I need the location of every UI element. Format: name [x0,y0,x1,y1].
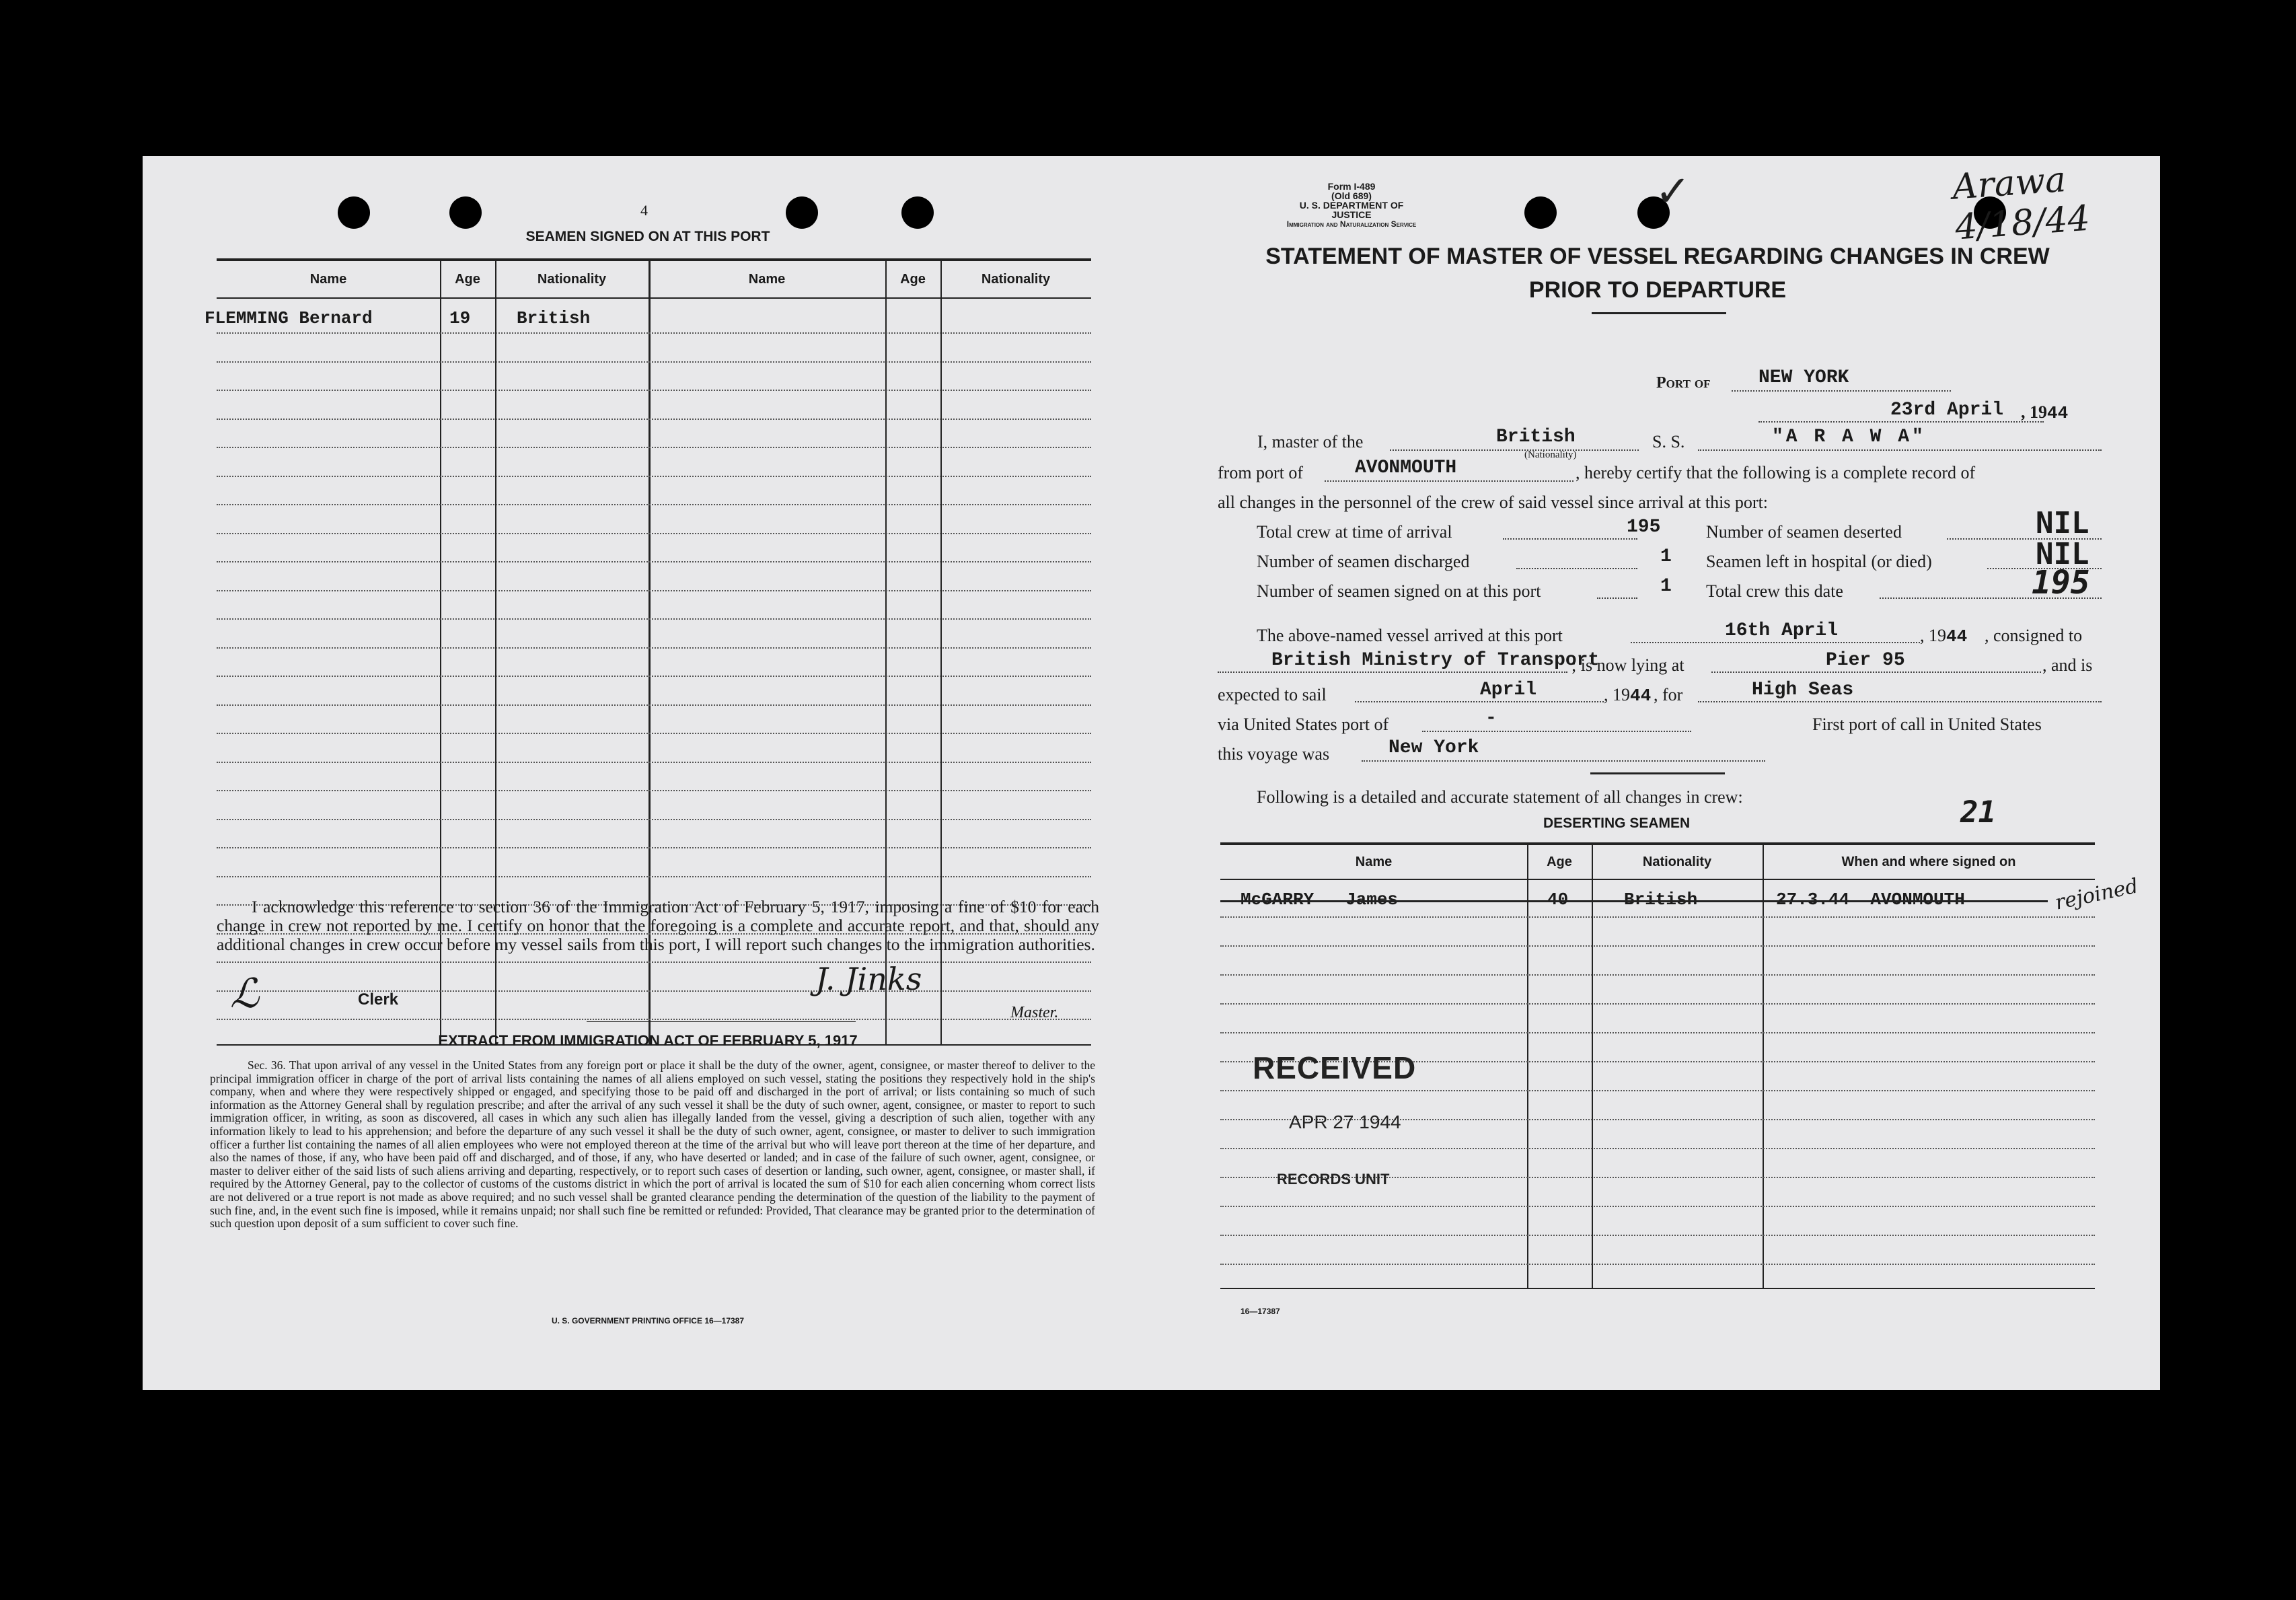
row-rule [217,990,1091,992]
date-value: 23rd April [1890,400,2004,421]
row-rule [217,332,1091,334]
deserting-title: DESERTING SEAMEN [1543,815,1691,831]
row-rule [217,533,1091,534]
des-col-name-header: Name [1355,854,1393,869]
row-rule [1220,916,2095,918]
deserter-nationality: British [1624,889,1698,910]
extract-title: EXTRACT FROM IMMIGRATION ACT OF FEBRUARY 5, 1917 [438,1032,858,1049]
port-label: Port of [1656,374,1711,392]
arrived-year: 44 [1946,626,1968,647]
ship-name: "A R A W A" [1772,427,1926,447]
printer-line: U. S. GOVERNMENT PRINTING OFFICE 16—17387 [551,1316,745,1325]
ss-label: S. S. [1652,432,1685,451]
row-rule [217,733,1091,734]
punch-hole [901,196,934,229]
entry-age: 19 [449,308,471,328]
form-old: (Old 689) [1331,190,1372,201]
corner-note: Arawa 4/18/44 [1951,159,2091,248]
row-rule [217,876,1091,877]
port-value: NEW YORK [1758,367,1849,388]
year-prefix: , 19 [2021,402,2047,422]
row-rule [217,504,1091,505]
col-nationality-header: Nationality [537,272,607,287]
discharged-label: Number of seamen discharged [1257,552,1470,571]
table-top-rule [217,258,1091,261]
table-header-rule [217,297,1091,299]
form-number: Form I-489 [1327,181,1376,192]
des-col-signed-header: When and where signed on [1841,854,2016,869]
total-today-value: 195 [2032,564,2090,602]
sail-year: 44 [1630,686,1652,706]
row-rule [1220,1206,2095,1207]
row-rule [217,447,1091,448]
deserted-label: Number of seamen deserted [1706,522,1902,542]
sail-label: expected to sail [1218,685,1327,704]
clerk-signature: ℒ [230,970,260,1017]
deserter-signed-on: 27.3.44 AVONMOUTH [1776,889,1965,910]
col-name-header-2: Name [748,272,786,287]
row-rule [217,561,1091,562]
row-rule [217,1019,1091,1020]
row-rule [1220,1090,2095,1091]
left-page [143,156,1153,1390]
row-rule [217,390,1091,391]
row-rule [1220,1235,2095,1236]
deserter-note: rejoined [2052,874,2141,915]
from-port-label: from port of [1218,463,1304,482]
destination: High Seas [1752,680,1854,700]
department: U. S. DEPARTMENT OF JUSTICE [1299,200,1404,220]
service: Immigration and Naturalization Service [1286,219,1417,229]
right-page: Form I-489 (Old 689) U. S. DEPARTMENT OF JUSTICE Immigration and Naturalization Service ✓ Arawa 4/18/44 STATEMENT OF MASTER OF VESSEL REGARDING CHANGES IN CREW PRIOR TO DEPARTURE Port of NEW YORK 23rd April , 1944 I, master of the British (Nationality) S. S. "A R A W A" from port of AVONMOUTH , hereby certify that the following is a complete record of all changes in the personnel of the crew of said vessel since arrival at this port: Total crew at time of arrival 195 Number of seamen discharged 1 Number of seamen signed on at this port 1 Number of seamen deserted NIL Seamen left in hospital (or died) NIL Total crew this date 195 The above-named vessel arrived at this port 16th April , 1944 , consigned to British Ministry of Transport ; is now lying at Pier 95 , and is expected to sail April , 1944 , for High Seas via United States port of - First port of call in United States this voyage was New York Following is a detailed and accurate statement of all changes in crew: 21 DESERTING SEAMEN Name Age Nationality When and where signed on McGARRY James 40 British 27.3.44 AVONMOUTH rejoined RECEIVED APR 27 1944 RECORDS UNIT 16—17387 [1153,156,2160,1390]
col-nationality-header-2: Nationality [981,272,1051,287]
master-label: Master. [1010,1004,1059,1021]
discharged-value: 1 [1660,546,1672,567]
acknowledgement-text: I acknowledge this reference to section 36 of the Immigration Act of February 5, 1917, imposing a fine of $10 for each change in crew not reported by me. I certify on honor that the foregoing is a complete and accurate report, and that, should any additional changes in crew occur before my vessel sails from this port, I will report such changes to the immigration authorities. [217,897,1099,954]
first-call-label: First port of call in United States [1812,715,2042,734]
hospital-value: NIL [2036,537,2089,571]
consigned-label: , consigned to [1985,626,2083,645]
row-rule [1220,1264,2095,1265]
des-col-nationality-header: Nationality [1642,854,1712,869]
total-crew-arrival-label: Total crew at time of arrival [1257,522,1452,542]
sail-date: April [1480,680,1537,700]
lying-at: Pier 95 [1826,650,1905,671]
section-title: SEAMEN SIGNED ON AT THIS PORT [525,229,770,244]
arrived-label: The above-named vessel arrived at this port [1257,626,1563,645]
punch-hole [1524,196,1557,229]
received-stamp-date: APR 27 1944 [1289,1112,1401,1132]
via-value: - [1485,708,1497,729]
signed-on-label: Number of seamen signed on at this port [1257,581,1541,601]
row-rule [217,676,1091,677]
punch-hole [786,196,818,229]
row-rule [1220,1032,2095,1033]
row-rule [1220,945,2095,947]
row-rule [217,762,1091,763]
lying-label: ; is now lying at [1571,655,1684,675]
clerk-label: Clerk [358,990,399,1009]
row-rule [217,790,1091,791]
consignee: British Ministry of Transport [1271,650,1600,671]
des-col-age-header: Age [1547,854,1572,869]
certify-text-2: all changes in the personnel of the crew of said vessel since arrival at this port: [1218,493,1769,512]
arrived-date: 16th April [1725,620,1839,641]
nationality-label: (Nationality) [1524,449,1577,460]
row-rule [217,847,1091,848]
received-stamp: RECEIVED [1253,1050,1417,1085]
via-label: via United States port of [1218,715,1389,734]
row-rule [217,419,1091,420]
form-title-line1: STATEMENT OF MASTER OF VESSEL REGARDING CHANGES IN CREW [1265,244,2050,269]
row-rule [217,476,1091,477]
total-crew-arrival: 195 [1627,517,1661,538]
row-rule [1220,974,2095,976]
col-age-header-2: Age [900,272,926,287]
certify-text: , hereby certify that the following is a complete record of [1576,463,1976,482]
hospital-label: Seamen left in hospital (or died) [1706,552,1932,571]
total-today-label: Total crew this date [1706,581,1843,601]
row-rule [1220,1148,2095,1149]
nationality-value: British [1496,427,1576,447]
form-title-line2: PRIOR TO DEPARTURE [1528,277,1787,303]
col-name-header: Name [309,272,347,287]
following-text: Following is a detailed and accurate statement of all changes in crew: [1257,787,1743,807]
voyage-value: New York [1388,737,1479,758]
row-rule [217,590,1091,591]
and-is: , and is [2042,655,2093,675]
row-rule [217,961,1091,963]
deserter-age: 40 [1547,889,1569,910]
deserted-value: NIL [2036,506,2089,540]
check-mark: ✓ [1655,167,1691,217]
entry-name: FLEMMING Bernard [205,308,373,328]
master-of-label: I, master of the [1257,432,1364,451]
row-rule [217,704,1091,706]
extract-text: Sec. 36. That upon arrival of any vessel in the United States from any foreign port or place it shall be the duty of the owner, agent, consignee, or master thereof to deliver to the principal immigration officer in charge of the port of arrival lists containing the names of all aliens employed on such vessel, stating the positions they respectively hold in the ship's company, when and where they were respectively shipped or engaged, and specifying those to be paid off and discharged in the port of arrival; or lists containing so much of such information as the Attorney General shall by regulation prescribe; and after the arrival of any such vessel it shall be the duty of such owner, agent, consignee, or master to report to such immigration officer, in writing, as soon as discovered, all cases in which any such alien has illegally landed from the vessel, giving a description of such alien, together with any information likely to lead to his apprehension; and before the departure of any such vessel it shall be the duty of such owner, agent, consignee, or master to deliver to such immigration officer a further list containing the names of all alien employees who were not employed thereon at the time of the arrival but who will leave port thereon at the time of her departure, and also the names of those, if any, who have been paid off and discharged, and of those, if any, who have deserted or landed; and in case of the failure of such owner, agent, consignee, or master to deliver either of the said lists of such aliens arriving and departing, respectively, or to report such cases of desertion or landing, such owner, agent, consignee, or master shall, if required by the Attorney General, pay to the collector of customs of the customs district in which the port of arrival is located the sum of $10 for each alien concerning whom correct lists are not delivered or a true report is not made as above required; and no such vessel shall be granted clearance pending the determination of the question of the liability to the payment of such fine, and, in the event such fine is imposed, while it remains unpaid; nor shall such fine be remitted or refunded: Provided, That clearance may be granted prior to the determination of such question upon deposit of a sum sufficient to cover such fine. [210,1058,1095,1231]
signed-on-value: 1 [1660,576,1672,597]
voyage-label: this voyage was [1218,744,1330,764]
for-label: , for [1654,685,1683,704]
count-note: 21 [1960,795,1996,830]
from-port-value: AVONMOUTH [1355,458,1457,478]
year-value: 44 [2047,403,2069,423]
entry-nationality: British [517,308,591,328]
row-rule [217,361,1091,363]
row-rule [217,647,1091,649]
row-rule [1220,1003,2095,1005]
punch-hole [449,196,482,229]
punch-hole [338,196,370,229]
records-unit-stamp: RECORDS UNIT [1277,1171,1390,1188]
col-age-header: Age [455,272,480,287]
deserter-name: McGARRY James [1240,889,1399,910]
row-rule [217,618,1091,620]
row-rule [217,819,1091,820]
page-number: 4 [640,202,648,219]
master-signature: J. Jinks [815,961,922,997]
strike-through-line [1220,900,2048,902]
printer-line: 16—17387 [1240,1307,1280,1316]
